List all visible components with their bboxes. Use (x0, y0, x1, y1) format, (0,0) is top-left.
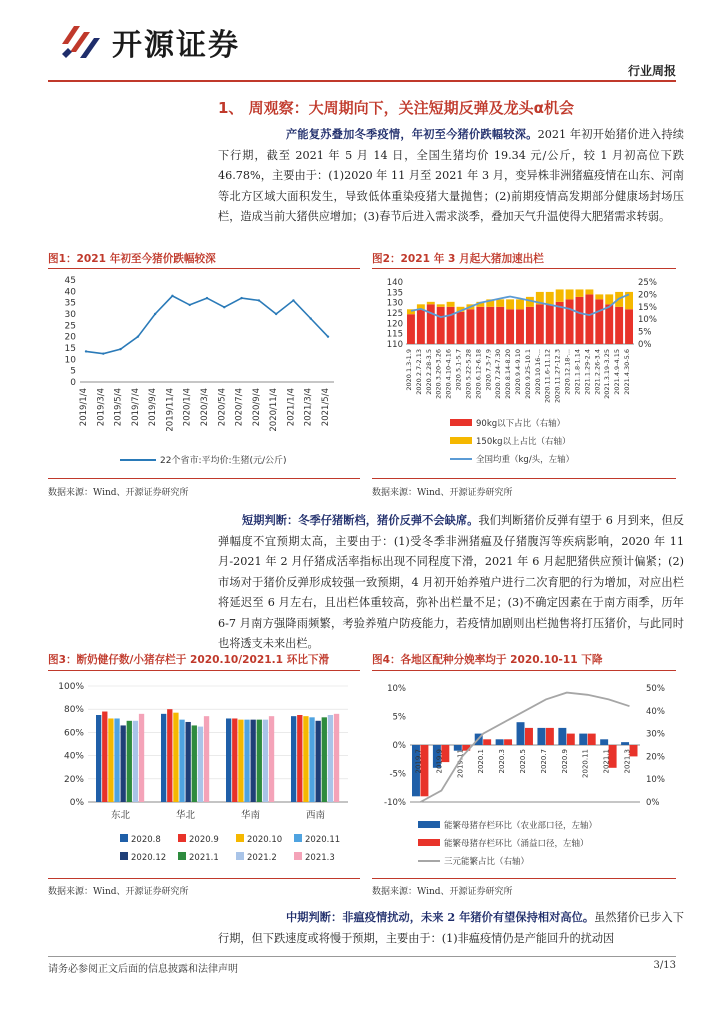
bar-90kg (615, 307, 623, 344)
bar-2021.2 (133, 721, 138, 802)
x-tick-label: 2021/1/4 (286, 388, 297, 427)
x-tick-label: 2019.11 (456, 749, 465, 778)
x-tick-label: 2020.7.3-7.9 (484, 349, 493, 391)
figure-1-title: 图1：2021 年初至今猪价跌幅较深 (48, 253, 216, 265)
legend-label: 2021.3 (305, 853, 335, 863)
figure-2-source: 数据来源：Wind、开源证券研究所 (372, 488, 513, 498)
x-tick-label: 2020/7/4 (234, 388, 245, 427)
bar-yongyi (546, 728, 554, 745)
x-tick-label: 2020.7.24-7.30 (494, 349, 503, 399)
legend-label: 2020.10 (247, 835, 283, 845)
y-left-tick: 125 (386, 309, 403, 319)
bar-90kg (516, 309, 524, 344)
figure-2-title: 图2：2021 年 3 月起大猪加速出栏 (372, 253, 544, 265)
y-tick-label: 45 (64, 276, 76, 286)
bar-90kg (605, 304, 613, 344)
bar-90kg (625, 309, 633, 344)
legend-swatch (450, 419, 472, 426)
bar-150kg (496, 299, 504, 306)
legend-label: 三元能繁占比（右轴） (444, 857, 530, 867)
bar-2020.11 (244, 720, 249, 802)
x-tick-label: 2019/7/4 (130, 388, 141, 427)
legend-label: 2021.1 (189, 853, 219, 863)
y-right-tick: 0% (646, 798, 660, 808)
bar-90kg (536, 304, 544, 344)
x-tick-label: 2020.8.14-8.20 (504, 349, 513, 399)
price-point (310, 317, 312, 319)
x-tick-label: 2019/11/4 (165, 388, 176, 432)
bar-2021.1 (257, 720, 262, 802)
y-left-tick: 120 (386, 319, 403, 330)
legend-label: 2020.8 (131, 835, 161, 845)
x-tick-label: 2020.10.16-... (533, 349, 542, 395)
paragraph-2-body: 我们判断猪价反弹有望于 6 月到来，但反弹幅度不宜预期太高，主要由于：(1)受冬季非洲猪瘟及仔猪腹泻等疾病影响，2020 年 11 月-2021 年 2 月仔猪成活率指标出现不同程度下滑，2021 年 6 月起肥猪供应预计偏紧；(2)市场对于猪价反弹形成较强一致预期，4 月初开始养殖户进行二次育肥的行为增加，对应出栏将延迟至 6 月左右，且出栏体重较高，弥补出栏量不足；(3)不确定因素在于南方雨季，历年 6-7 月南方强降雨频繁，考验养殖户防疫能力，若疫情加剧则出栏抛售将打压猪价，与此同时也将透支未来出栏。 (218, 514, 684, 650)
figure-2-rule (372, 268, 676, 269)
y-right-tick: 20% (638, 290, 657, 301)
legend-label: 2021.2 (247, 853, 277, 863)
x-tick-label: 2020.4.10-4.16 (444, 349, 453, 399)
figure-2-bottom-rule (372, 478, 676, 479)
bar-moa (537, 728, 545, 745)
paragraph-2 (218, 510, 684, 655)
bar-2021.3 (204, 716, 209, 802)
bar-2020.11 (114, 718, 119, 802)
y-left-tick: 110 (386, 340, 403, 350)
paragraph-3 (218, 907, 684, 949)
x-tick-label: 2021.1.29-2.4 (583, 349, 592, 395)
bar-2020.12 (251, 720, 256, 802)
page-number: 3/13 (653, 960, 676, 971)
bar-90kg (595, 299, 603, 344)
price-point (240, 297, 242, 299)
y-tick-label: 80% (63, 705, 84, 716)
legend-label: 全国均重（kg/头，左轴） (476, 455, 575, 465)
footer-divider (48, 956, 676, 957)
category-label: 华北 (175, 810, 196, 821)
figure-4-source: 数据来源：Wind、开源证券研究所 (372, 887, 513, 897)
legend-swatch (418, 821, 440, 828)
x-tick-label: 2020.1.3-1.9 (404, 349, 413, 391)
bar-moa (558, 728, 566, 745)
x-tick-label: 2020.2.28-3.5 (424, 349, 433, 395)
bar-moa (600, 739, 608, 745)
bar-yongyi (588, 734, 596, 745)
bar-150kg (437, 304, 445, 306)
x-tick-label: 2021.2.26-3.4 (593, 349, 602, 395)
price-point (223, 306, 225, 308)
bar-2020.9 (167, 709, 172, 802)
x-tick-label: 2021.1.8-1.14 (573, 349, 582, 395)
figure-3-chart (48, 674, 360, 874)
y-right-tick: 10% (638, 315, 657, 326)
bar-2021.3 (269, 716, 274, 802)
bar-yongyi (567, 734, 575, 745)
y-left-tick: 0% (392, 741, 406, 751)
bar-150kg (516, 299, 524, 309)
legend-label: 能繁母猪存栏环比（涌益口径，左轴） (444, 839, 589, 849)
x-tick-label: 2019.7 (414, 749, 423, 774)
y-right-tick: 15% (638, 302, 657, 313)
x-tick-label: 2020/3/4 (200, 388, 210, 427)
bar-90kg (457, 312, 465, 344)
paragraph-3-body: 虽然猪价已步入下行期，但下跌速度或将慢于预期，主要由于：(1)非瘟疫情仍是产能回升的扰动因 (218, 911, 684, 945)
bar-150kg (447, 302, 455, 307)
y-left-tick: 135 (386, 288, 403, 299)
bar-2020.11 (309, 717, 314, 802)
x-tick-label: 2021.3 (623, 749, 632, 774)
legend-label: 2020.11 (305, 835, 341, 845)
bar-150kg (506, 299, 514, 309)
bar-2021.1 (192, 725, 197, 802)
bar-150kg (585, 289, 593, 294)
x-tick-label: 2019/9/4 (148, 388, 159, 427)
bar-150kg (605, 294, 613, 304)
bar-yongyi (504, 739, 512, 745)
y-tick-label: 5 (70, 366, 76, 377)
y-left-tick: 140 (386, 278, 403, 288)
y-tick-label: 100% (58, 682, 84, 692)
figure-4-bottom-rule (372, 878, 676, 879)
legend-swatch (294, 852, 302, 860)
ratio-line (421, 693, 630, 802)
x-tick-label: 2020/1/4 (182, 388, 193, 427)
y-right-tick: 30% (646, 729, 665, 740)
y-tick-label: 20% (63, 774, 84, 785)
legend-swatch (178, 852, 186, 860)
bar-90kg (447, 307, 455, 344)
bar-150kg (566, 289, 574, 299)
figure-3-rule (48, 670, 360, 671)
x-tick-label: 2020.11.27-12.3 (553, 349, 562, 404)
category-label: 华南 (240, 810, 261, 821)
price-point (119, 348, 121, 350)
bar-150kg (595, 294, 603, 299)
x-tick-label: 2020.3 (498, 749, 507, 774)
legend-label: 2020.9 (189, 835, 219, 845)
bar-2020.10 (303, 716, 308, 802)
bar-2020.8 (96, 715, 101, 802)
bar-2020.8 (291, 716, 296, 802)
bar-90kg (476, 307, 484, 344)
bar-moa (496, 739, 504, 745)
bar-2021.3 (334, 714, 339, 802)
x-tick-label: 2021.4.9-4.15 (613, 349, 622, 395)
y-right-tick: 25% (638, 278, 657, 288)
bar-90kg (506, 309, 514, 344)
bar-2020.11 (179, 720, 184, 802)
bar-2020.10 (238, 720, 243, 802)
bar-2020.12 (121, 725, 126, 802)
bar-2020.12 (316, 721, 321, 802)
y-right-tick: 40% (646, 706, 665, 717)
y-left-tick: 10% (387, 684, 406, 694)
price-point (189, 304, 191, 306)
bar-90kg (576, 297, 584, 344)
price-line (86, 296, 328, 354)
y-right-tick: 0% (638, 340, 652, 350)
price-point (258, 299, 260, 301)
x-tick-label: 2021.3.19-3.25 (603, 349, 612, 399)
price-point (327, 335, 329, 337)
bar-2020.9 (102, 712, 107, 802)
bar-yongyi (525, 728, 533, 745)
x-tick-label: 2020.2.7-2.13 (414, 349, 423, 395)
bar-90kg (466, 309, 474, 344)
legend-swatch (418, 839, 440, 846)
x-tick-label: 2020/9/4 (251, 388, 262, 427)
footer-disclaimer: 请务必参阅正文后面的信息披露和法律声明 (48, 964, 238, 975)
x-tick-label: 2020.3.20-3.26 (434, 349, 443, 399)
bar-2020.9 (297, 715, 302, 802)
price-point (85, 350, 87, 352)
bar-150kg (546, 292, 554, 304)
bar-moa (579, 734, 587, 745)
figure-3-source: 数据来源：Wind、开源证券研究所 (48, 887, 189, 897)
bar-2020.8 (226, 718, 231, 802)
bar-2020.10 (173, 713, 178, 802)
bar-90kg (417, 309, 425, 344)
bar-2021.2 (198, 727, 203, 802)
legend-swatch (294, 834, 302, 842)
legend-swatch (178, 834, 186, 842)
bar-90kg (427, 304, 435, 344)
y-tick-label: 15 (64, 344, 76, 354)
price-point (171, 295, 173, 297)
price-point (275, 313, 277, 315)
legend-label: 能繁母猪存栏环比（农业部口径，左轴） (444, 821, 598, 831)
paragraph-1-body: 2021 年初开始猪价进入持续下行期，截至 2021 年 5 月 14 日，全国生猪均价 19.34 元/公斤，较 1 月初高位下跌 46.78%，主要由于：(1)2020 年 11 月至 2021 年 3 月，变异株非洲猪瘟疫情在山东、河南等北方区域大面积发生，导致低体重染疫猪大量抛售；(2)前期疫情高发期部分健康场封场压栏，造成当前大猪供应增加；(3)春节后进入需求淡季，叠加天气升温使得大肥猪需求转弱。 (218, 128, 684, 223)
x-tick-label: 2019/3/4 (96, 388, 107, 427)
x-tick-label: 2020.6.12-6.18 (474, 349, 483, 399)
y-left-tick: 130 (386, 298, 403, 309)
bar-90kg (496, 307, 504, 344)
paragraph-3-lead: 中期判断：非瘟疫情扰动，未来 2 年猪价有望保持相对高位。 (286, 910, 595, 924)
figure-1-bottom-rule (48, 478, 360, 479)
figure-1-chart (48, 272, 360, 472)
bar-2020.8 (161, 714, 166, 802)
bar-90kg (546, 304, 554, 344)
y-tick-label: 10 (64, 355, 76, 366)
bar-90kg (526, 307, 534, 344)
x-tick-label: 2020.9 (560, 749, 569, 774)
y-tick-label: 40 (64, 287, 76, 298)
x-tick-label: 2020/11/4 (269, 388, 280, 432)
x-tick-label: 2019/1/4 (79, 388, 89, 427)
bar-2021.1 (322, 717, 327, 802)
bar-90kg (566, 299, 574, 344)
bar-90kg (585, 294, 593, 344)
y-right-tick: 50% (646, 684, 665, 694)
legend-label: 150kg以上占比（右轴） (476, 437, 571, 447)
price-point (137, 335, 139, 337)
price-point (102, 352, 104, 354)
legend-label: 22个省市:平均价:生猪(元/公斤) (160, 456, 287, 466)
figure-2-chart (372, 272, 676, 472)
x-tick-label: 2020.7 (539, 749, 548, 774)
bar-2020.12 (186, 722, 191, 802)
section-title: 1、 周观察：大周期向下，关注短期反弹及龙头α机会 (218, 99, 574, 117)
figure-1-source: 数据来源：Wind、开源证券研究所 (48, 488, 189, 498)
x-tick-label: 2020.11.6-11.12 (543, 349, 552, 404)
x-tick-label: 2020.9.25-10.1 (523, 349, 532, 399)
figure-4-title: 图4：各地区配种分娩率均于 2020.10-11 下降 (372, 654, 603, 666)
y-tick-label: 0 (70, 378, 76, 388)
legend-swatch (450, 437, 472, 444)
bar-moa (621, 742, 629, 745)
y-tick-label: 30 (64, 310, 76, 320)
bar-2020.9 (232, 718, 237, 802)
legend-swatch (120, 852, 128, 860)
legend-label: 90kg以下占比（右轴） (476, 419, 566, 429)
y-tick-label: 35 (64, 298, 76, 309)
y-right-tick: 20% (646, 752, 665, 763)
y-tick-label: 0% (69, 798, 84, 808)
y-left-tick: 115 (386, 329, 403, 340)
category-label: 东北 (110, 810, 131, 821)
bar-moa (517, 722, 525, 745)
x-tick-label: 2021/5/4 (321, 388, 331, 427)
x-tick-label: 2020.5 (519, 749, 527, 774)
y-right-tick: 5% (638, 327, 652, 338)
bar-90kg (486, 307, 494, 344)
header-divider (48, 80, 676, 82)
bar-2021.2 (263, 720, 268, 802)
x-tick-label: 2020.9.4-9.10 (514, 349, 522, 395)
y-tick-label: 20 (64, 332, 76, 343)
bar-150kg (556, 289, 564, 301)
paragraph-2-lead: 短期判断：冬季仔猪断档，猪价反弹不会缺席。 (242, 513, 479, 527)
company-logo-mark (60, 22, 108, 62)
bar-2021.1 (127, 721, 132, 802)
x-tick-label: 2020.11 (581, 749, 590, 778)
bar-2021.2 (328, 715, 333, 802)
y-tick-label: 25 (64, 321, 76, 332)
x-tick-label: 2020.5.1-5.7 (454, 349, 463, 391)
bar-2020.10 (108, 718, 113, 802)
bar-90kg (437, 307, 445, 344)
x-tick-label: 2021.1 (602, 749, 611, 774)
report-category: 行业周报 (627, 64, 676, 78)
bar-yongyi (483, 739, 491, 745)
y-left-tick: 5% (392, 712, 406, 723)
x-tick-label: 2021/3/4 (303, 388, 314, 427)
price-point (206, 297, 208, 299)
figure-3-title: 图3：断奶健仔数/小猪存栏于 2020.10/2021.1 环比下滑 (48, 654, 330, 666)
y-tick-label: 60% (63, 728, 84, 739)
bar-150kg (427, 302, 435, 304)
legend-swatch (236, 852, 244, 860)
x-tick-label: 2021.4.30-5.6 (623, 349, 632, 395)
paragraph-1 (218, 124, 684, 228)
bar-2021.3 (139, 714, 144, 802)
y-left-tick: -5% (389, 769, 406, 780)
company-logo-text: 开源证券 (112, 28, 240, 63)
x-tick-label: 2019.9 (435, 749, 444, 774)
figure-1-rule (48, 268, 360, 269)
y-tick-label: 40% (63, 751, 84, 762)
y-left-tick: -10% (384, 798, 406, 808)
category-label: 西南 (305, 810, 326, 821)
figure-3-bottom-rule (48, 878, 360, 879)
figure-4-chart (372, 674, 676, 874)
paragraph-1-lead: 产能复苏叠加冬季疫情，年初至今猪价跌幅较深。 (286, 127, 538, 141)
bar-90kg (407, 314, 415, 344)
legend-label: 2020.12 (131, 853, 167, 863)
legend-swatch (236, 834, 244, 842)
x-tick-label: 2020.5.22-5.28 (464, 349, 473, 399)
figure-4-rule (372, 670, 676, 671)
price-point (154, 313, 156, 315)
x-tick-label: 2020/5/4 (217, 388, 228, 427)
legend-swatch (120, 834, 128, 842)
bar-150kg (576, 289, 584, 296)
x-tick-label: 2020.1 (477, 749, 486, 774)
x-tick-label: 2019/5/4 (113, 388, 124, 427)
price-point (292, 299, 294, 301)
x-tick-label: 2020.12.18-... (563, 349, 572, 395)
y-right-tick: 10% (646, 775, 665, 786)
